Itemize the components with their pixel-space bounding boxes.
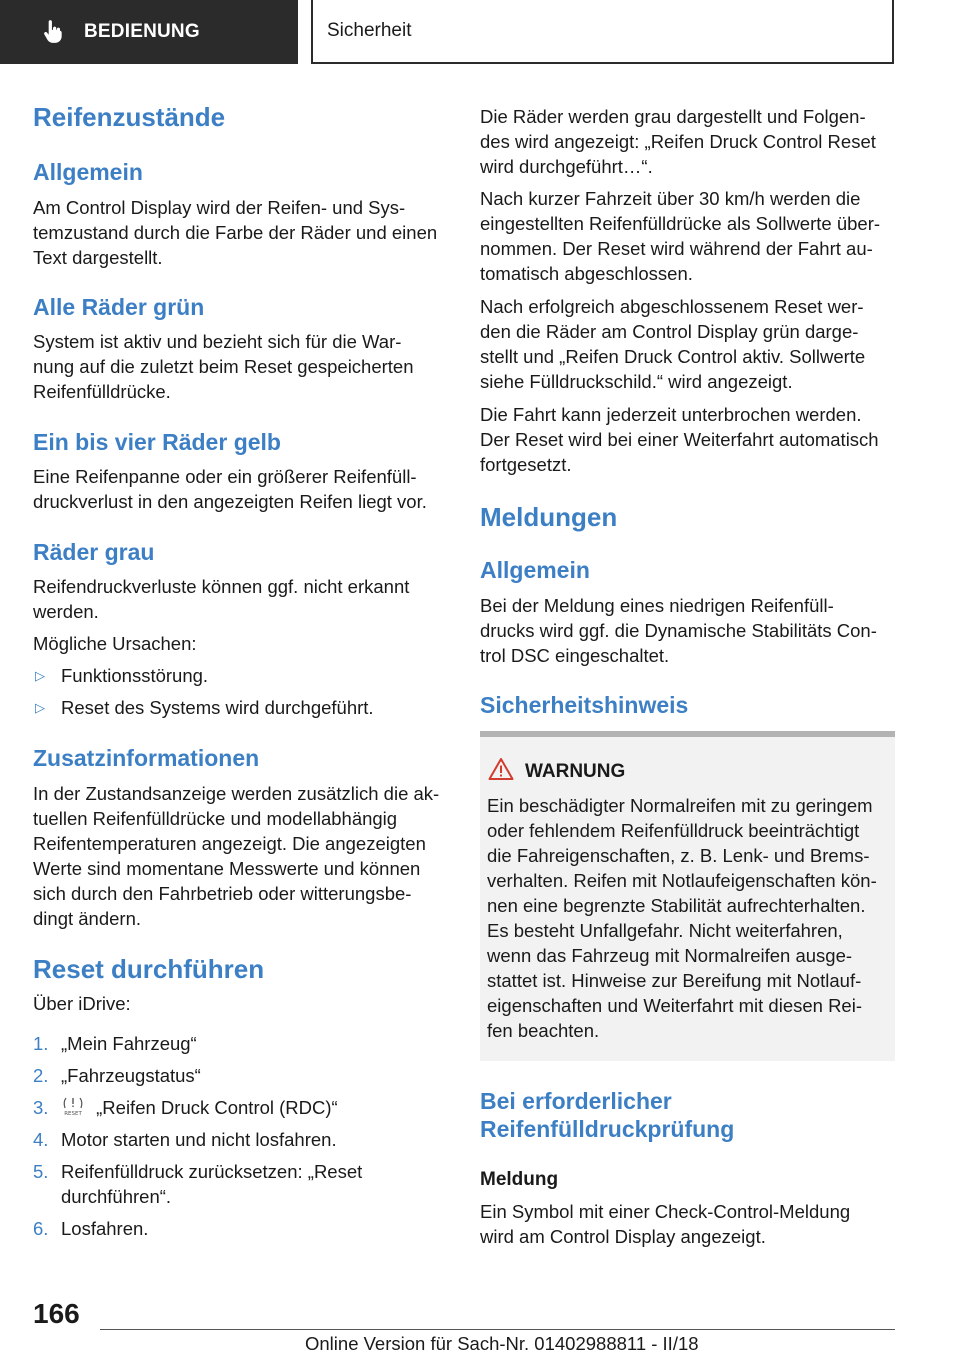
text-line: Eine Reifenpanne oder ein größerer Reifenfüll- <box>33 466 417 487</box>
text-line: Ein beschädigter Normalreifen mit zu geringem <box>487 795 873 816</box>
warning-box <box>480 731 895 1061</box>
text-line: eingestellten Reifenfülldrücke als Sollwerte über- <box>480 213 881 234</box>
footer-divider <box>100 1329 895 1330</box>
heading-line: Bei erforderlicher <box>480 1088 672 1114</box>
text-line: Nach erfolgreich abgeschlossenem Reset wer- <box>480 296 864 317</box>
text-line: die Fahreigenschaften, z. B. Lenk- und Brems- <box>487 845 870 866</box>
step-number: 1. <box>33 1033 49 1054</box>
list-item <box>33 695 374 720</box>
step-number: 2. <box>33 1065 49 1086</box>
text-line: dingt ändern. <box>33 908 142 929</box>
gelb-text <box>33 464 427 514</box>
text-line: In der Zustandsanzeige werden zusätzlich die ak- <box>33 783 440 804</box>
bullet-triangle-icon: ▷ <box>35 700 45 715</box>
zusatz-text <box>33 781 439 931</box>
reset-paragraph-4 <box>480 402 879 477</box>
gruen-text <box>33 329 414 404</box>
warning-triangle-icon <box>488 757 514 781</box>
step-item <box>33 1031 197 1056</box>
step-number: 3. <box>33 1097 49 1118</box>
text-line: siehe Fülldruckschild.“ wird angezeigt. <box>480 371 793 392</box>
heading-line: Reifenfülldruckprüfung <box>480 1116 735 1142</box>
step-text: „Reifen Druck Control (RDC)“ <box>96 1097 338 1118</box>
text-line: verhalten. Reifen mit Notlaufeigenschaften kön- <box>487 870 877 891</box>
text-line: oder fehlendem Reifenfülldruck beeinträchtigt <box>487 820 860 841</box>
text-line: wenn das Fahrzeug mit Normalreifen ausge- <box>487 945 853 966</box>
text-line: fortgesetzt. <box>480 454 572 475</box>
reset-intro: Über iDrive: <box>33 993 131 1014</box>
text-line: nommen. Der Reset wird während der Fahrt au- <box>480 238 873 259</box>
warning-text <box>487 793 887 1043</box>
text-line: stellt und „Reifen Druck Control aktiv. Sollwerte <box>480 346 866 367</box>
text-line: Bei der Meldung eines niedrigen Reifenfüll- <box>480 595 834 616</box>
allgemein-text <box>33 195 437 270</box>
reset-paragraph-3 <box>480 294 865 394</box>
list-item-text: Reset des Systems wird durchgeführt. <box>61 697 374 718</box>
grau-text <box>33 574 409 624</box>
pruefung-text <box>480 1199 850 1249</box>
meldung-subheading: Meldung <box>480 1169 559 1190</box>
text-line: tomatisch abgeschlossen. <box>480 263 693 284</box>
text-line: Ein Symbol mit einer Check-Control-Meldung <box>480 1201 851 1222</box>
step-text: Reifenfülldruck zurücksetzen: „Reset <box>61 1161 363 1182</box>
sicherheitshinweis-heading: Sicherheitshinweis <box>480 692 689 718</box>
text-line: tuellen Reifenfülldrücke und modellabhängig <box>33 808 398 829</box>
hand-pointer-icon <box>40 19 66 45</box>
zusatz-heading: Zusatzinformationen <box>33 745 260 771</box>
step-number: 6. <box>33 1218 49 1239</box>
text-line: Reifendruckverluste können ggf. nicht erkannt <box>33 576 410 597</box>
text-line: trol DSC eingeschaltet. <box>480 645 670 666</box>
text-line: Werte sind momentane Messwerte und können <box>33 858 421 879</box>
text-line: Die Räder werden grau dargestellt und Folgen- <box>480 106 866 127</box>
list-item <box>33 663 208 688</box>
reifenzustaende-title: Reifenzustände <box>33 102 226 132</box>
warning-title: WARNUNG <box>525 761 626 782</box>
bullet-triangle-icon: ▷ <box>35 668 45 683</box>
meldungen-title: Meldungen <box>480 502 618 532</box>
text-line: werden. <box>33 601 99 622</box>
meldungen-text <box>480 593 877 668</box>
text-line: System ist aktiv und bezieht sich für die War- <box>33 331 402 352</box>
text-line: den die Räder am Control Display grün darge- <box>480 321 859 342</box>
text-line: temzustand durch die Farbe der Räder und einen <box>33 222 438 243</box>
text-line: eigenschaften und Weiterfahrt mit diesen Rei- <box>487 995 862 1016</box>
text-line: nen eine begrenzte Stabilität aufrechterhalten. <box>487 895 866 916</box>
reset-icon-label: RESET <box>64 1111 82 1116</box>
step-item <box>33 1127 337 1152</box>
footer-text: Online Version für Sach-Nr. 01402988811 - II/18 <box>305 1333 699 1354</box>
step-item <box>33 1216 148 1241</box>
gelb-heading: Ein bis vier Räder gelb <box>33 429 281 455</box>
text-line: wird durchgeführt…“. <box>480 156 653 177</box>
allgemein-heading: Allgemein <box>33 159 143 185</box>
section-title: Sicherheit <box>311 0 894 64</box>
step-text: Motor starten und nicht losfahren. <box>61 1129 337 1150</box>
meldungen-allgemein-heading: Allgemein <box>480 557 590 583</box>
text-line: Der Reset wird bei einer Weiterfahrt automatisch <box>480 429 879 450</box>
text-line: stattet ist. Hinweise zur Bereifung mit Notlauf- <box>487 970 862 991</box>
text-line: druckverlust in den angezeigten Reifen liegt vor. <box>33 491 427 512</box>
causes-intro: Mögliche Ursachen: <box>33 633 197 654</box>
text-line: nung auf die zuletzt beim Reset gespeicherten <box>33 356 414 377</box>
gruen-heading: Alle Räder grün <box>33 294 205 320</box>
page-number: 166 <box>33 1298 80 1329</box>
reset-title: Reset durchführen <box>33 954 265 984</box>
step-text: „Fahrzeugstatus“ <box>61 1065 201 1086</box>
text-line: wird am Control Display angezeigt. <box>480 1226 766 1247</box>
text-line: Es besteht Unfallgefahr. Nicht weiterfahren, <box>487 920 843 941</box>
text-line: Reifenfülldrücke. <box>33 381 171 402</box>
pruefung-heading <box>480 1087 734 1143</box>
tire-reset-icon <box>61 1096 85 1116</box>
chapter-label: BEDIENUNG <box>84 21 200 42</box>
list-item-text: Funktionsstörung. <box>61 665 209 686</box>
reset-paragraph-1 <box>480 104 876 179</box>
text-line: Nach kurzer Fahrzeit über 30 km/h werden die <box>480 188 861 209</box>
text-line: sich durch den Fahrbetrieb oder witterungsbe- <box>33 883 412 904</box>
step-text: Losfahren. <box>61 1218 149 1239</box>
step-item <box>33 1159 362 1209</box>
text-line: Am Control Display wird der Reifen- und Sys- <box>33 197 406 218</box>
grau-heading: Räder grau <box>33 539 155 565</box>
text-line: Text dargestellt. <box>33 247 163 268</box>
step-item <box>33 1095 338 1120</box>
reset-paragraph-2 <box>480 186 880 286</box>
chapter-tab[interactable] <box>0 0 298 64</box>
text-line: des wird angezeigt: „Reifen Druck Control Reset <box>480 131 876 152</box>
text-line: fen beachten. <box>487 1020 600 1041</box>
text-line: Die Fahrt kann jederzeit unterbrochen werden. <box>480 404 862 425</box>
step-number: 5. <box>33 1161 49 1182</box>
step-item <box>33 1063 201 1088</box>
step-text: durchführen“. <box>61 1186 172 1207</box>
text-line: Reifentemperaturen angezeigt. Die angezeigten <box>33 833 426 854</box>
step-text: „Mein Fahrzeug“ <box>61 1033 197 1054</box>
step-number: 4. <box>33 1129 49 1150</box>
text-line: drucks wird ggf. die Dynamische Stabilitäts Con- <box>480 620 877 641</box>
